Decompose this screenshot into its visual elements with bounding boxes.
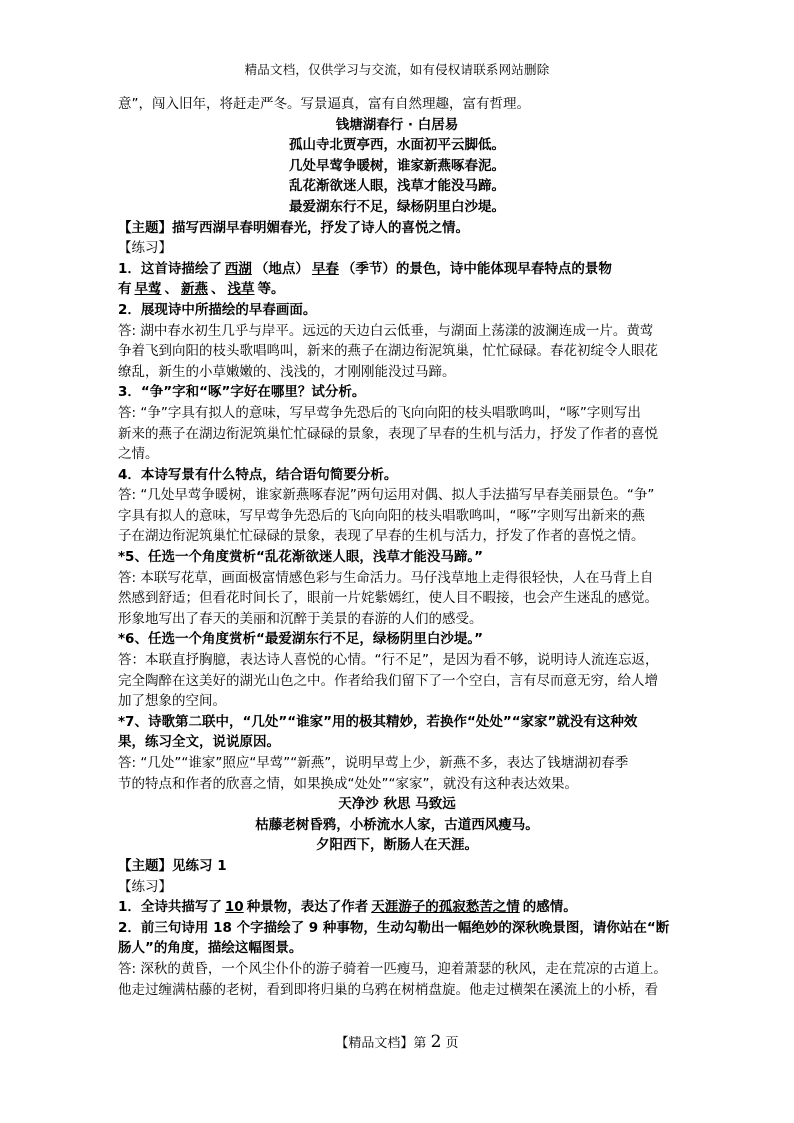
question-9-cont: 肠人”的角度，描绘这幅图景。 (118, 940, 303, 957)
question-7: *7、诗歌第二联中，“几处”“谁家”用的极其精妙，若换作“处处”“家家”就没有这种效 (118, 713, 638, 730)
answer-line: 字具有拟人的意味，写早莺争先恐后的飞向向阳的枝头唱歌鸣叫，“啄”字则写出新来的燕 (118, 507, 645, 524)
footer-prefix: 【精品文档】第 (335, 1036, 427, 1051)
answer-blank: 浅草 (227, 281, 255, 298)
practice-heading: 【练习】 (118, 240, 172, 257)
question-1: 1．这首诗描绘了 西湖 （地点） 早春 （季节）的景色，诗中能体现早春特点的景物 (118, 260, 612, 277)
question-5: *5、任选一个角度赏析“乱花渐欲迷人眼，浅草才能没马蹄。” (118, 549, 483, 566)
question-2: 2．展现诗中所描绘的早春画面。 (118, 301, 317, 318)
answer-line: 他走过缠满枯藤的老树，看到即将归巢的乌鸦在树梢盘旋。他走过横架在溪流上的小桥，看 (118, 981, 658, 998)
question-4: 4．本诗写景有什么特点，结合语句简要分析。 (118, 466, 398, 483)
answer-line: 缭乱，新生的小草嫩嫩的、浅浅的，才刚刚能没过马蹄。 (118, 363, 456, 380)
page-footer (0, 1032, 794, 1052)
question-9: 2．前三句诗用 18 个字描绘了 9 种事物，生动勾勒出一幅绝妙的深秋晚景图，请你站在“断 (118, 919, 670, 936)
poem-line: 最爱湖东行不足，绿杨阴里白沙堤。 (289, 198, 505, 215)
answer-blank: 早春 (311, 260, 339, 277)
theme-heading: 【主题】描写西湖早春明媚春光，抒发了诗人的喜悦之情。 (118, 219, 469, 236)
answer-line: 答: 深秋的黄昏，一个风尘仆仆的游子骑着一匹瘦马，迎着萧瑟的秋风，走在荒凉的古道上。 (118, 960, 667, 977)
answer-line: 子在湖边衔泥筑巢忙忙碌碌的景象，表现了早春的生机与活力，抒发了作者的喜悦之情。 (118, 528, 645, 545)
question-7-cont: 果，练习全文，说说原因。 (118, 734, 280, 751)
poem-title: 钱塘湖春行 · 白居易 (335, 116, 459, 133)
answer-line: 争着飞到向阳的枝头歌唱鸣叫，新来的燕子在湖边衔泥筑巢，忙忙碌碌。春花初绽令人眼花 (118, 343, 658, 360)
poem-line: 枯藤老树昏鸦，小桥流水人家，古道西风瘦马。 (255, 816, 539, 833)
answer-line: 答: “争”字具有拟人的意味，写早莺争先恐后的飞向向阳的枝头唱歌鸣叫，“啄”字则写出 (118, 404, 641, 421)
poem-title: 天净沙 秋思 马致远 (338, 796, 456, 813)
answer-blank: 早莺 (134, 281, 162, 298)
answer-line: 形象地写出了春天的美丽和沉醉于美景的春游的人们的感受。 (118, 610, 483, 627)
poem-line: 几处早莺争暖树，谁家新燕啄春泥。 (289, 157, 505, 174)
poem-line: 乱花渐欲迷人眼，浅草才能没马蹄。 (289, 178, 505, 195)
answer-line: 答: “几处早莺争暖树，谁家新燕啄春泥”两句运用对偶、拟人手法描写早春美丽景色。“争” (118, 487, 655, 504)
answer-line: 新来的燕子在湖边衔泥筑巢忙忙碌碌的景象，表现了早春的生机与活力，抒发了作者的喜悦 (118, 425, 658, 442)
page-header: 精品文档，仅供学习与交流，如有侵权请联系网站删除 (244, 62, 550, 77)
answer-blank: 西湖 (224, 260, 252, 277)
poem-line: 孤山寺北贾亭西，水面初平云脚低。 (289, 137, 505, 154)
answer-line: 答：本联直抒胸臆，表达诗人喜悦的心情。“行不足”，是因为看不够，说明诗人流连忘返， (118, 652, 659, 669)
answer-line: 答: 本联写花草，画面极富情感色彩与生命活力。马仔浅草地上走得很轻快，人在马背上自 (118, 569, 654, 586)
answer-line: 加了想象的空间。 (118, 693, 226, 710)
question-1-cont: 有 早莺 、 新燕 、 浅草 等。 (118, 281, 285, 298)
answer-blank: 10 (224, 899, 244, 916)
question-3: 3．“争”字和“啄”字好在哪里？试分析。 (118, 384, 366, 401)
page-content (118, 94, 676, 1000)
question-8: 1．全诗共描写了 10 种景物，表达了作者 天涯游子的孤寂愁苦之情 的感情。 (118, 899, 577, 916)
practice-heading: 【练习】 (118, 878, 172, 895)
poem-line: 夕阳西下，断肠人在天涯。 (316, 837, 478, 854)
theme-heading: 【主题】见练习 1 (118, 857, 227, 874)
page-number: 2 (430, 1032, 442, 1052)
answer-line: 之情。 (118, 446, 159, 463)
text-line: 意”，闯入旧年，将赶走严冬。写景逼真，富有自然理趣，富有哲理。 (118, 96, 530, 112)
answer-line: 然感到舒适；但看花时间长了，眼前一片姹紫嫣红，使人目不暇接，也会产生迷乱的感觉。 (118, 590, 658, 607)
answer-line: 答: 湖中春水初生几乎与岸平。远远的天边白云低垂，与湖面上荡漾的波澜连成一片。黄莺 (118, 322, 654, 339)
footer-suffix: 页 (445, 1036, 459, 1051)
answer-blank: 新燕 (181, 281, 208, 298)
answer-line: 答: “几处”“谁家”照应“早莺”“新燕”，说明早莺上少，新燕不多，表达了钱塘湖初春季 (118, 755, 629, 771)
answer-line: 节的特点和作者的欣喜之情，如果换成“处处”“家家”，就没有这种表达效果。 (118, 775, 578, 792)
answer-line: 完全陶醉在这美好的湖光山色之中。作者给我们留下了一个空白，言有尽而意无穷，给人增 (118, 672, 658, 689)
question-6: *6、任选一个角度赏析“最爱湖东行不足，绿杨阴里白沙堤。” (118, 631, 483, 648)
answer-blank: 天涯游子的孤寂愁苦之情 (371, 899, 520, 916)
